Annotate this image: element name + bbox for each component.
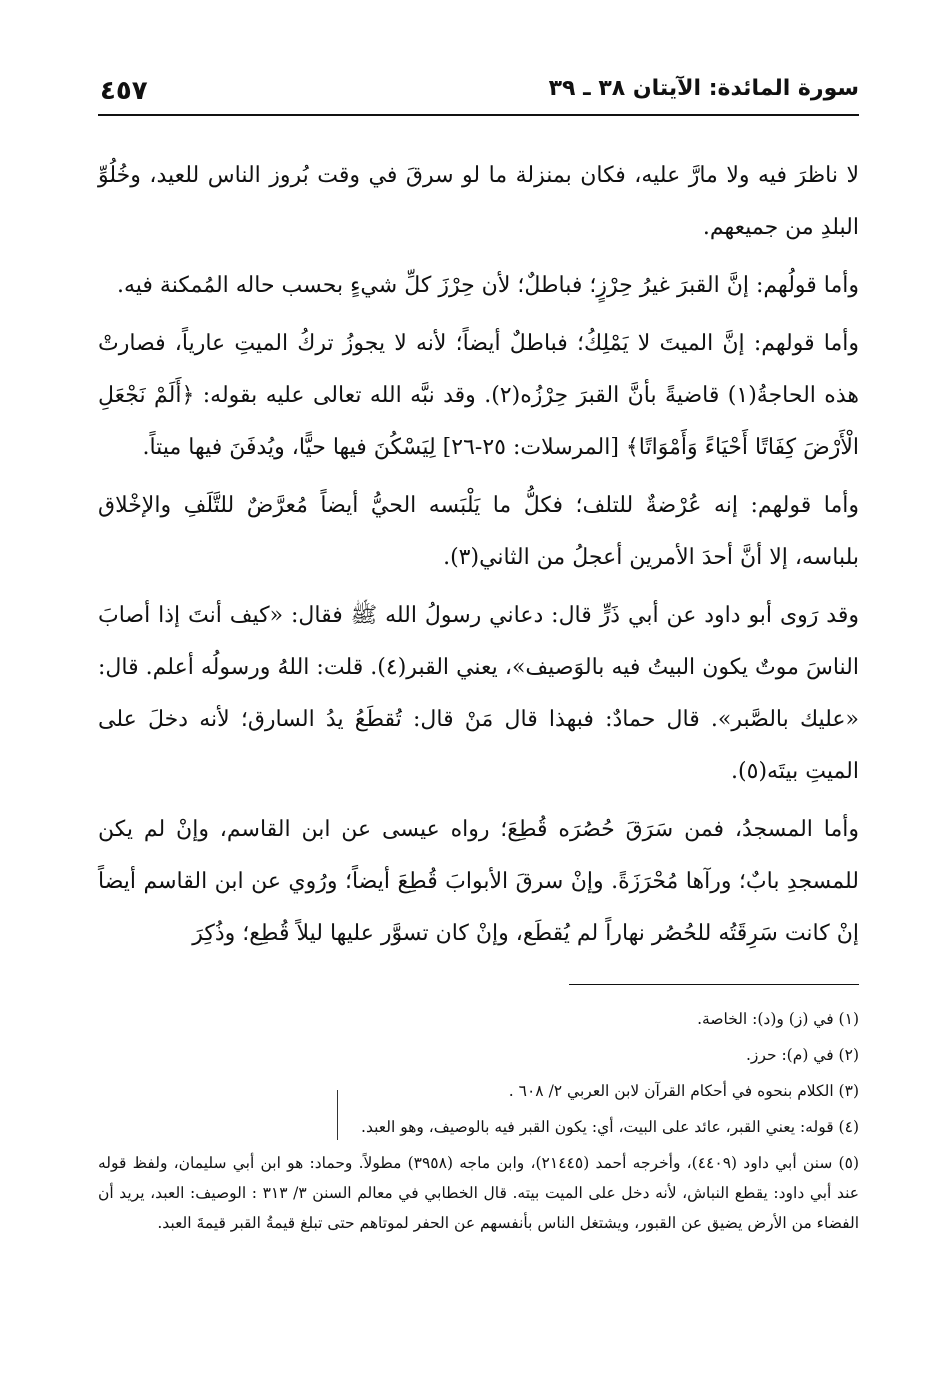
paragraph: وأما المسجدُ، فمن سَرَقَ حُصُرَه قُطِعَ؛ رواه عيسى عن ابن القاسم، وإنْ لم يكن للمسجدِ بابٌ؛ ورآها مُحْرَزَةً. وإنْ سرقَ الأبوابَ قُطِعَ أيضاً؛ ورُوي عن ابن القاسم أيضاً إنْ كانت سَرِقَتُه للحُصُر نهاراً لم يُقطَع، وإنْ كان تسوَّر عليها ليلاً قُطِع؛ وذُكِرَ [98,817,859,946]
footnote-separator [569,984,859,985]
paragraph: وأما قولُهم: إنَّ القبرَ غيرُ حِرْزٍ؛ فباطلٌ؛ لأن حِرْزَ كلِّ شيءٍ بحسب حاله المُمكنة فيه. [116,273,859,298]
footnote: (٢) في (م): حرز. [745,1046,859,1064]
paragraph: وأما قولهم: إنه عُرْضةٌ للتلف؛ فكلُّ ما يَلْبَسه الحيُّ أيضاً مُعرَّضٌ للتَّلَفِ والإخْلاق بلباسه، إلا أنَّ أحدَ الأمرين أعجلُ من الثاني(٣). [98,493,859,570]
page-header [98,70,859,116]
page-number: ٤٥٧ [100,76,148,106]
paragraph: لا ناظرَ فيه ولا مارَّ عليه، فكان بمنزلة ما لو سرقَ في وقت بُروز الناس للعيد، وخُلُوِّ البلدِ من جميعهم. [98,163,859,240]
footnotes [98,1004,859,1244]
running-title: سورة المائدة: الآيتان ٣٨ ـ ٣٩ [548,76,859,101]
paragraph: وأما قولهم: إنَّ الميتَ لا يَمْلِكُ؛ فباطلٌ أيضاً؛ لأنه لا يجوزُ تركُ الميتِ عارياً، فصارتْ هذه الحاجةُ(١) قاضيةً بأنَّ القبرَ حِرْزُه(٢). وقد نبَّه الله تعالى عليه بقوله: ﴿أَلَمْ نَجْعَلِ الْأَرْضَ كِفَاتًا أَحْيَاءً وَأَمْوَاتًا﴾ [المرسلات: ٢٥-٢٦] لِيَسْكُنَ فيها حيًّا، ويُدفَنَ فيها ميتاً. [98,331,859,460]
scan-mark-line [337,1090,338,1140]
main-text [98,150,859,966]
footnote: (١) في (ز) و(د): الخاصة. [697,1010,859,1028]
paragraph: وقد رَوى أبو داود عن أبي ذَرٍّ قال: دعاني رسولُ الله ﷺ فقال: «كيف أنتَ إذا أصابَ الناسَ موتٌ يكون البيتُ فيه بالوَصيف»، يعني القبر(٤). قلت: اللهُ ورسولُه أعلم. قال: «عليك بالصَّبر». قال حمادٌ: فبهذا قال مَنْ قال: تُقطَعُ يدُ السارق؛ لأنه دخلَ على الميتِ بيتَه(٥). [98,603,859,784]
footnote: (٥) سنن أبي داود (٤٤٠٩)، وأخرجه أحمد (٢١٤٤٥)، وابن ماجه (٣٩٥٨) مطولاً. وحماد: هو ابن أبي سليمان، ولفظ قوله عند أبي داود: يقطع النباش، لأنه دخل على الميت بيته. قال الخطابي في معالم السنن ٣/ ٣١٣ : الوصيف: العبد، يريد أن الفضاء من الأرض يضيق عن القبور، ويشتغل الناس بأنفسهم عن الحفر لموتاهم حتى تبلغ قيمةُ القبر قيمةَ العبد. [98,1154,859,1232]
footnote: (٣) الكلام بنحوه في أحكام القرآن لابن العربي ٢/ ٦٠٨ . [508,1082,859,1100]
footnote: (٤) قوله: يعني القبر، عائد على البيت، أي: يكون القبر فيه بالوصيف، وهو العبد. [361,1118,859,1136]
